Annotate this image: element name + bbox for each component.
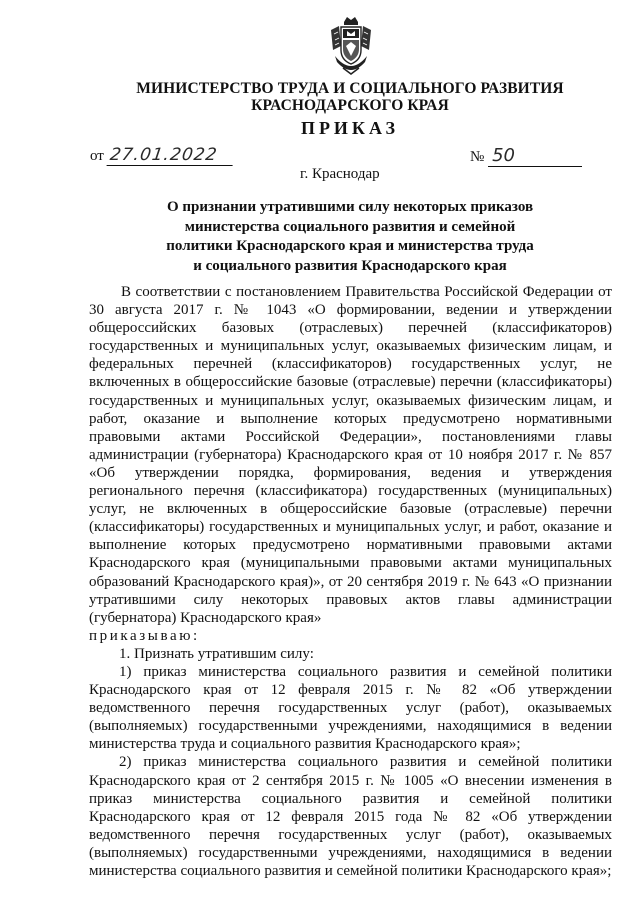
order-body <box>89 283 612 880</box>
subject-line-4: и социального развития Краснодарского края <box>193 257 507 274</box>
ministry-line-2: КРАСНОДАРСКОГО КРАЯ <box>251 97 449 114</box>
subject-line-2: министерства социального развития и семейной <box>184 218 516 235</box>
number-prefix: № <box>470 149 485 165</box>
number-handwritten: 50 <box>488 145 582 167</box>
order-subject <box>110 198 590 276</box>
order-number <box>470 145 582 167</box>
ministry-line-1: МИНИСТЕРСТВО ТРУДА И СОЦИАЛЬНОГО РАЗВИТИЯ <box>136 80 564 97</box>
city: г. Краснодар <box>300 166 380 182</box>
document-type: ПРИКАЗ <box>300 118 400 138</box>
subject-line-1: О признании утратившими силу некоторых приказов <box>166 199 534 215</box>
date-handwritten: 27.01.2022 <box>106 145 235 166</box>
ministry-name <box>110 80 590 114</box>
date-prefix: от <box>90 148 104 164</box>
preamble-paragraph: В соответствии с постановлением Правительства Российской Федерации от 30 августа 2017 г. № 1043 «О формировании, ведении и утверждении общероссийских базовых (отраслевых) перечней (классификаторов) государственных и муниципальных услуг, оказываемых физическим лицам, и федеральных перечней (классификаторов) государственных услуг, не включенных в общероссийские базовые (отраслевые) перечни (классификаторы) государственных и муниципальных услуг, оказываемых физическим лицам, и работ, оказание и выполнение которых предусмотрено нормативными правовыми актами Российской Федерации», постановлениями главы администрации (губернатора) Краснодарского края от 10 ноября 2017 г. № 857 «Об утверждении порядка, формирования, ведения и утверждения регионального перечня (классификатора) государственных (муниципальных) услуг, не включенных в общероссийские базовые (отраслевые) перечни (классификаторы) государственных и муниципальных услуг, и работ, оказание и выполнение которых предусмотрено нормативными правовыми актами Краснодарского края (муниципальными правовыми актами муниципальных образований Краснодарского края)», от 20 сентября 2019 г. № 643 «О признании утратившими силу некоторых правовых актов главы администрации (губернатора) Краснодарского края» <box>89 284 612 626</box>
item-1: 1. Признать утратившим силу: <box>119 645 314 662</box>
subject-line-3: политики Краснодарского края и министерства труда <box>166 238 534 254</box>
sub-item-2: 2) приказ министерства социального развития и семейной политики Краснодарского края от 2 сентября 2015 г. № 1005 «О внесении изменения в приказ министерства социального развития и семейной политики Краснодарского края от 12 февраля 2015 года № 82 «Об утверждении ведомственного перечня государственных услуг (работ), оказываемых (выполняемых) государственными учреждениями, находящимися в ведении министерства социального развития и семейной политики Краснодарского края»; <box>89 754 612 879</box>
coat-of-arms-icon <box>329 16 373 78</box>
sub-item-1: 1) приказ министерства социального развития и семейной политики Краснодарского края от 12 февраля 2015 г. № 82 «Об утверждении ведомственного перечня государственных услуг (работ), оказываемых (выполняемых) государственными учреждениями, находящимися в ведении министерства труда и социального развития Краснодарского края»; <box>89 663 612 753</box>
order-date <box>90 145 234 167</box>
order-word: приказываю: <box>89 627 200 644</box>
